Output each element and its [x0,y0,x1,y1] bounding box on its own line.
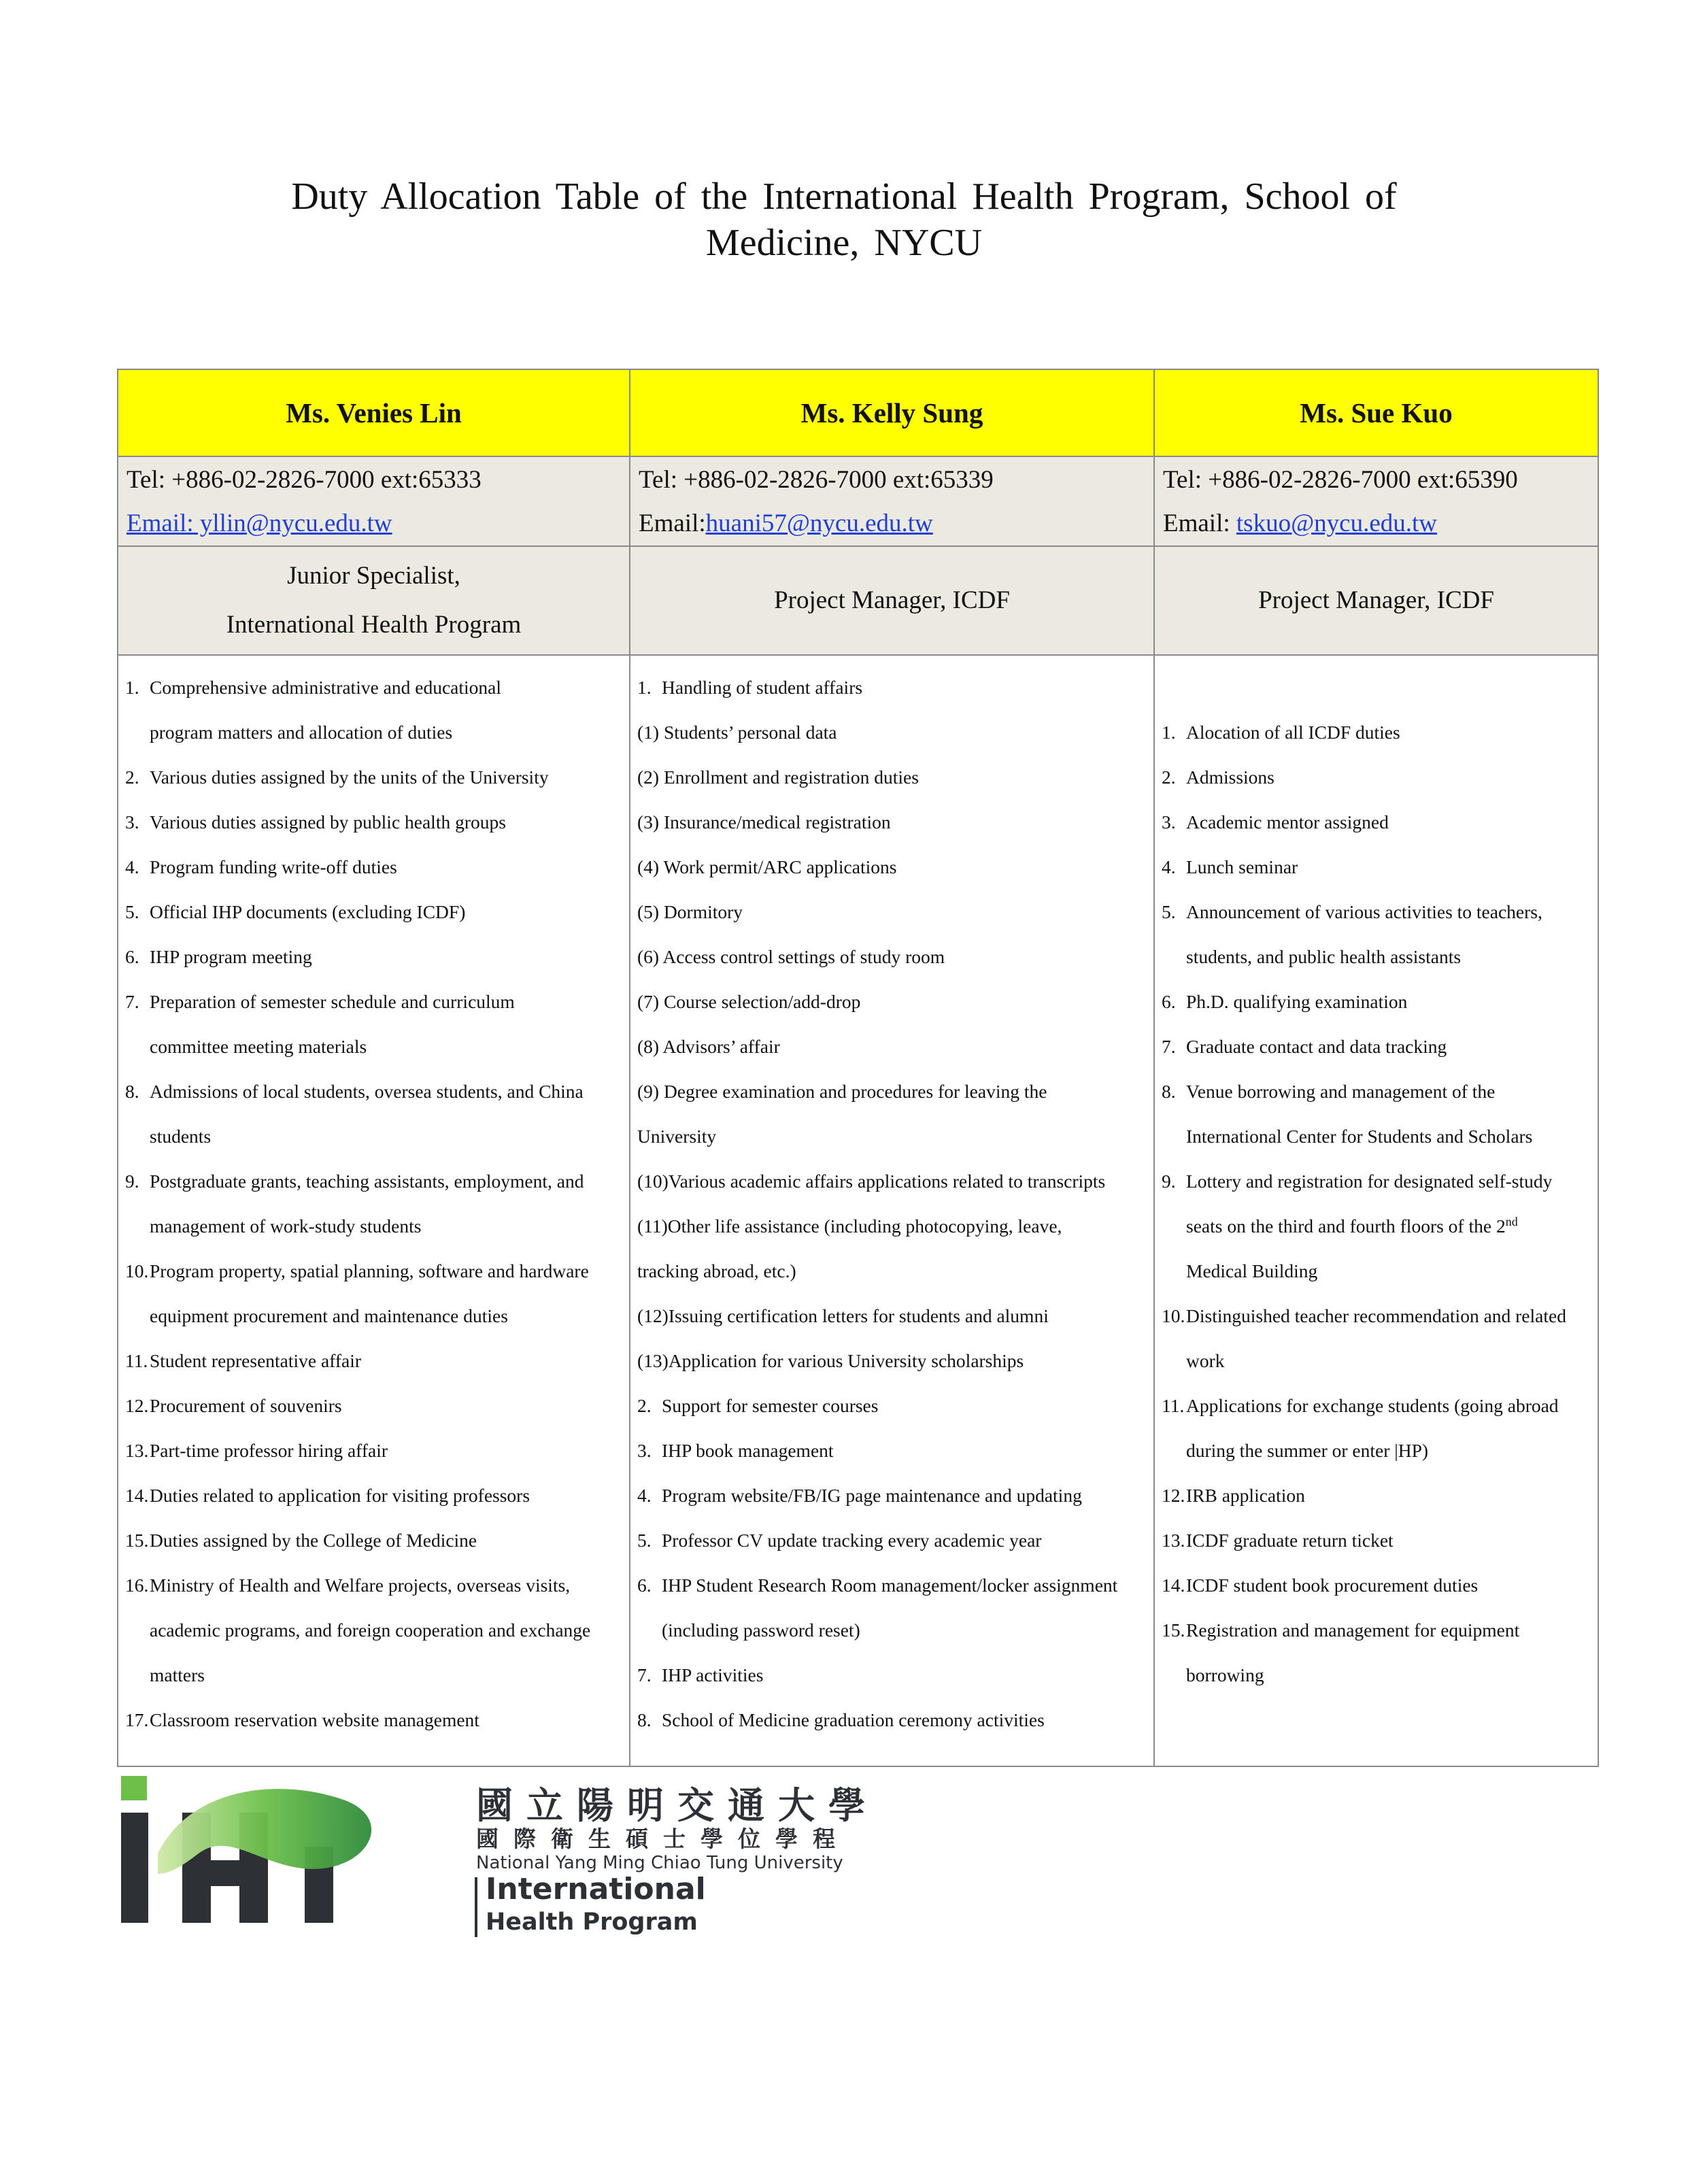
duty-item [1162,1069,1592,1159]
duty-text [662,1428,1148,1473]
duty-line: Program property, spatial planning, software and hardware [150,1260,589,1281]
duty-text [150,800,624,845]
duty-item [637,1563,1148,1653]
duty-number: 1. [125,677,149,698]
duty-line: Classroom reservation website management [150,1709,479,1730]
duty-item [125,800,624,845]
duty-subitem: (11)Other life assistance (including photocopying, leave, [637,1215,1062,1237]
duty-item [1162,890,1592,979]
duty-line: Admissions [1186,767,1275,788]
tel-kuo: Tel: +886-02-2826-7000 ext:65390 [1163,466,1518,494]
duty-subitem: (8) Advisors’ affair [637,1036,780,1057]
duty-line: Registration and management for equipment [1186,1619,1520,1641]
duty-subitem: (10)Various academic affairs applications related to transcripts [637,1171,1106,1192]
duty-line: management of work-study students [150,1215,422,1237]
duty-number: 9. [1162,1171,1185,1192]
duty-line: Various duties assigned by public health groups [150,811,506,833]
duty-number: 8. [1162,1081,1185,1102]
duty-number: 10. [125,1260,149,1281]
duty-number: 12. [1162,1485,1185,1506]
duty-text [150,935,624,979]
duty-item [637,1653,1148,1698]
title-line-1: Duty Allocation Table of the International Health Program, School of [291,175,1397,218]
duty-text [1186,1473,1592,1518]
duty-item [637,1473,1148,1518]
duty-line: borrowing [1186,1664,1264,1685]
duty-subitem: (9) Degree examination and procedures for leaving the [637,1081,1047,1102]
duty-line: Academic mentor assigned [1186,811,1389,833]
duty-number: 3. [637,1440,661,1461]
duty-text [1186,1159,1592,1294]
duty-item [125,1069,624,1159]
duty-line: Applications for exchange students (going abroad [1186,1395,1559,1416]
duty-number: 4. [637,1485,661,1506]
duty-line: Official IHP documents (excluding ICDF) [150,901,466,922]
duty-text [150,755,624,800]
duty-line: Postgraduate grants, teaching assistants, employment, and [150,1171,584,1192]
duty-line: Medical Building [1186,1260,1318,1281]
duty-text [1186,1069,1592,1159]
duty-number: 13. [1162,1530,1185,1551]
duty-number: 6. [1162,991,1185,1012]
duty-number: 6. [637,1575,661,1596]
duty-number: 7. [1162,1036,1185,1057]
duty-line: Procurement of souvenirs [150,1395,342,1416]
duty-text [150,890,624,935]
duty-number: 14. [1162,1575,1185,1596]
duty-number: 9. [125,1171,149,1192]
duty-line: Distinguished teacher recommendation and related [1186,1305,1566,1326]
duty-number: 10. [1162,1305,1185,1326]
duty-number: 17. [125,1709,149,1730]
duty-line: (including password reset) [662,1619,860,1641]
duty-text [1186,755,1592,800]
duty-line-text: seats on the third and fourth floors of the 2 [1186,1215,1506,1237]
duty-line: IHP book management [662,1440,834,1461]
duty-text [1186,1024,1592,1069]
duty-line: students [150,1126,212,1147]
duty-subitem: (1) Students’ personal data [637,722,837,743]
duty-subitem: (4) Work permit/ARC applications [637,856,897,877]
duty-line: IHP Student Research Room management/locker assignment [662,1575,1118,1596]
duty-line [1186,1204,1592,1249]
duty-line: Comprehensive administrative and educational [150,677,501,698]
duty-item [125,1518,624,1563]
duty-item [1162,1608,1592,1698]
duty-item [1162,755,1592,800]
duty-subitem: (3) Insurance/medical registration [637,811,891,833]
duty-item [1162,979,1592,1024]
duty-line: Various duties assigned by the units of the University [150,767,549,788]
email-link-kuo[interactable]: tskuo@nycu.edu.tw [1236,509,1438,537]
duty-line: Handling of student affairs [662,677,863,698]
contact-kuo [1154,456,1598,546]
duty-number: 1. [637,677,661,698]
duty-item [1162,800,1592,845]
duty-number: 7. [637,1664,661,1685]
duty-text [150,1473,624,1518]
duty-subitem: University [637,1126,717,1147]
duty-item [637,1428,1148,1473]
duty-line: Alocation of all ICDF duties [1186,722,1400,743]
duty-number: 5. [125,901,149,922]
duty-text [150,1563,624,1698]
duty-number: 13. [125,1440,149,1461]
duty-text [662,1698,1148,1743]
duty-number: 8. [637,1709,661,1730]
duty-item [125,890,624,935]
staff-name-sung: Ms. Kelly Sung [630,369,1154,456]
duty-line: during the summer or enter |HP) [1186,1440,1429,1461]
duty-text [1186,1608,1592,1698]
duty-line: Support for semester courses [662,1395,879,1416]
duty-item [125,935,624,979]
duty-number: 3. [1162,811,1185,833]
logo-divider [475,1877,477,1937]
duties-sung [630,655,1154,1766]
duty-subitem: tracking abroad, etc.) [637,1260,796,1281]
duty-line: Announcement of various activities to teachers, [1186,901,1542,922]
duty-line: program matters and allocation of duties [150,722,453,743]
duty-subitem: (2) Enrollment and registration duties [637,767,919,788]
duty-line: work [1186,1350,1225,1371]
duty-line: International Center for Students and Scholars [1186,1126,1533,1147]
duty-number: 2. [637,1395,661,1416]
duty-subitem: (12)Issuing certification letters for students and alumni [637,1305,1049,1326]
duty-line: IHP activities [662,1664,764,1685]
duty-number: 2. [125,767,149,788]
duty-number: 1. [1162,722,1185,743]
role-lin [118,546,630,655]
duty-item [125,1473,624,1518]
duty-line: Program funding write-off duties [150,856,397,877]
duty-subitem: (5) Dormitory [637,901,743,922]
tel-lin: Tel: +886-02-2826-7000 ext:65333 [126,466,482,494]
duty-item [1162,1024,1592,1069]
duty-item [125,1383,624,1428]
duty-number: 15. [125,1530,149,1551]
role-lin-line-2: International Health Program [226,611,522,639]
staff-name-kuo: Ms. Sue Kuo [1154,369,1598,456]
contact-lin [118,456,630,546]
duty-number: 16. [125,1575,149,1596]
duty-line: Graduate contact and data tracking [1186,1036,1447,1057]
duty-number: 2. [1162,767,1185,788]
duty-number: 5. [637,1530,661,1551]
duty-item [1162,1518,1592,1563]
duty-line: Ministry of Health and Welfare projects, overseas visits, [150,1575,571,1596]
ihp-logo-mark [121,1776,371,1923]
university-name-en: National Yang Ming Chiao Tung University [476,1853,843,1873]
duty-number: 3. [125,811,149,833]
duty-number: 4. [125,856,149,877]
duty-item [125,1428,624,1473]
duty-text [662,1653,1148,1698]
duty-text [150,1518,624,1563]
duty-text [1186,1518,1592,1563]
duty-text [150,665,624,755]
duty-item [637,1518,1148,1563]
duty-subitem: (7) Course selection/add-drop [637,991,861,1012]
duty-item [125,1698,624,1743]
duty-number: 6. [125,946,149,967]
duty-text [150,1069,624,1159]
duty-text [150,1339,624,1383]
duty-item [125,1249,624,1339]
ordinal-suffix: nd [1505,1214,1518,1228]
duty-number: 14. [125,1485,149,1506]
role-sung: Project Manager, ICDF [630,546,1154,655]
duty-text [1186,845,1592,890]
duty-number: 4. [1162,856,1185,877]
duty-number: 11. [1162,1395,1185,1416]
duty-line: Professor CV update tracking every academic year [662,1530,1042,1551]
duty-item [637,1698,1148,1743]
duty-line: School of Medicine graduation ceremony activities [662,1709,1045,1730]
duty-text [662,665,1148,710]
university-name-zh: 國立陽明交通大學 [476,1784,879,1827]
duty-item [125,845,624,890]
duty-line: Duties assigned by the College of Medicine [150,1530,477,1551]
duty-line: Student representative affair [150,1350,362,1371]
duty-text [150,1698,624,1743]
title-line-2: Medicine, NYCU [705,222,983,264]
duty-text [150,979,624,1069]
duty-text [1186,1294,1592,1383]
duty-line: Duties related to application for visiting professors [150,1485,530,1506]
duty-line: Preparation of semester schedule and curriculum [150,991,515,1012]
duty-item [125,1563,624,1698]
duty-item [1162,845,1592,890]
duty-line: Venue borrowing and management of the [1186,1081,1496,1102]
duty-item [125,979,624,1069]
duty-line: Program website/FB/IG page maintenance and updating [662,1485,1082,1506]
duty-item [1162,1563,1592,1608]
duty-item [637,665,1148,710]
duty-text [1186,890,1592,979]
duty-line: Ph.D. qualifying examination [1186,991,1408,1012]
duty-number: 7. [125,991,149,1012]
duty-text [150,845,624,890]
contact-sung [630,456,1154,546]
duty-number: 5. [1162,901,1185,922]
duty-line: Part-time professor hiring affair [150,1440,388,1461]
duty-item [125,755,624,800]
staff-name-lin: Ms. Venies Lin [118,369,630,456]
duty-text [150,1383,624,1428]
duty-item [637,1383,1148,1428]
duty-item [125,665,624,755]
duty-line: Lottery and registration for designated self-study [1186,1171,1553,1192]
name-row [118,369,1598,456]
duty-text [1186,979,1592,1024]
duty-number: 8. [125,1081,149,1102]
tel-sung: Tel: +886-02-2826-7000 ext:65339 [639,466,994,494]
duty-line: IRB application [1186,1485,1305,1506]
duty-number: 11. [125,1350,148,1371]
duty-text [150,1249,624,1339]
contact-row [118,456,1598,546]
duty-subitem: (13)Application for various University scholarships [637,1350,1024,1371]
duty-line: equipment procurement and maintenance duties [150,1305,508,1326]
duty-text [150,1428,624,1473]
email-prefix-sung: Email: [639,509,706,537]
duty-text [1186,710,1592,755]
duty-text [662,1473,1148,1518]
duty-item [125,1339,624,1383]
duty-number: 12. [125,1395,149,1416]
duty-line: academic programs, and foreign cooperation and exchange [150,1619,591,1641]
duty-item [1162,1159,1592,1294]
program-name-line-2: Health Program [486,1909,698,1936]
duty-item [1162,710,1592,755]
duty-number: 15. [1162,1619,1185,1641]
email-prefix-kuo: Email: [1163,509,1236,537]
duty-subitem: (6) Access control settings of study room [637,946,945,967]
duty-line: students, and public health assistants [1186,946,1462,967]
duty-text [1186,1563,1592,1608]
duty-item [1162,1473,1592,1518]
duty-line: committee meeting materials [150,1036,367,1057]
duty-line: matters [150,1664,205,1685]
page-title [0,173,1688,266]
role-lin-line-1: Junior Specialist, [287,562,460,590]
duties-row [118,655,1598,1766]
duty-text [1186,800,1592,845]
duty-item [125,1159,624,1249]
duty-item [1162,1294,1592,1383]
duty-line: Admissions of local students, oversea students, and China [150,1081,584,1102]
duty-item [1162,1383,1592,1473]
duty-text [662,1563,1148,1653]
duty-text [662,1383,1148,1428]
duty-text [662,1518,1148,1563]
duty-line: ICDF graduate return ticket [1186,1530,1394,1551]
email-link-sung[interactable]: huani57@nycu.edu.tw [705,509,933,537]
duty-text [150,1159,624,1249]
program-name-zh: 國際衛生碩士學位學程 [476,1826,850,1852]
program-name-line-1: International [486,1872,706,1906]
duty-line: ICDF student book procurement duties [1186,1575,1479,1596]
role-row [118,546,1598,655]
duty-text [1186,1383,1592,1473]
duty-line: IHP program meeting [150,946,312,967]
duties-kuo [1154,655,1598,1766]
duty-table [117,369,1599,1767]
duty-line: Lunch seminar [1186,856,1298,877]
role-kuo: Project Manager, ICDF [1154,546,1598,655]
email-link-lin[interactable]: Email: yllin@nycu.edu.tw [126,509,392,537]
duties-lin [118,655,630,1766]
